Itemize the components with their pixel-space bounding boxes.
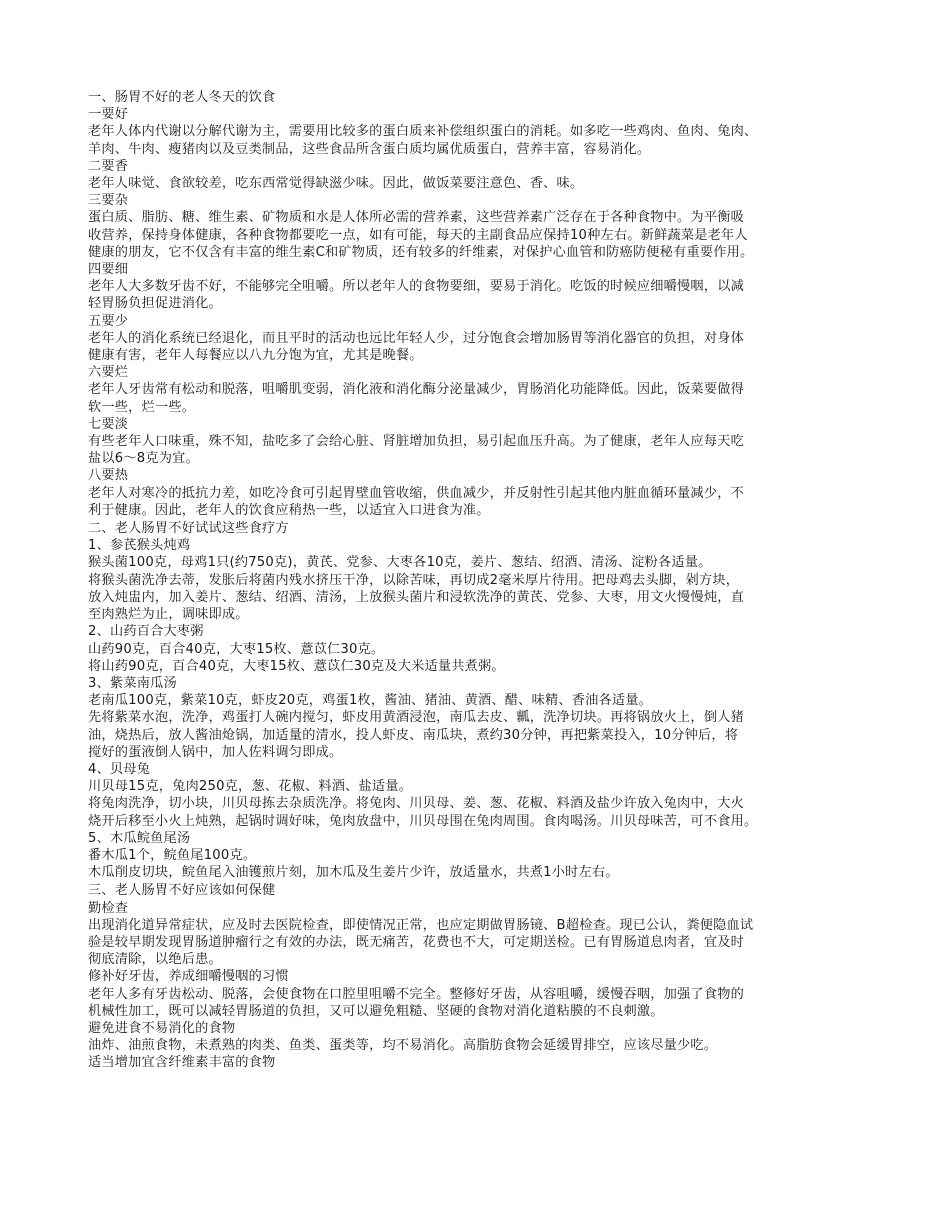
item-title: 勤检查 [88,900,129,916]
item-1-6 [88,364,863,416]
care-1 [88,900,863,969]
item-line: 老年人体内代谢以分解代谢为主，需要用比较多的蛋白质来补偿组织蛋白的消耗。如多吃一些鸡肉、鱼肉、兔肉、 [88,124,758,140]
recipe-5 [88,830,863,882]
item-line: 健康的朋友，它不仅含有丰富的维生素C和矿物质，还有较多的纤维素，对保护心血管和防癌防便秘有重要作用。 [88,244,754,260]
item-title: 一要好 [88,107,129,123]
item-line: 机械性加工，既可以减轻胃肠道的负担，又可以避免粗糙、坚硬的食物对消化道粘膜的不良刺激。 [88,1003,664,1019]
item-line: 番木瓜1个，鲩鱼尾100克。 [88,847,257,863]
item-line: 轻胃肠负担促进消化。 [88,296,222,312]
item-line: 猴头菌100克，母鸡1只(约750克)，黄芪、党参、大枣各10克，姜片、葱结、绍酒、清汤、淀粉各适量。 [88,555,712,571]
section-heading: 一、肠胃不好的老人冬天的饮食 [88,90,276,105]
item-title: 七要淡 [88,416,129,432]
item-line: 老年人对寒冷的抵抗力差，如吃冷食可引起胃壁血管收缩，供血减少，并反射性引起其他内脏血循环量减少，不 [88,485,744,501]
item-title: 1、参芪猴头炖鸡 [88,538,191,554]
item-1-8 [88,467,863,519]
item-line: 收营养，保持身体健康，各种食物都要吃一点，如有可能，每天的主副食品应保持10种左右。新鲜蔬菜是老年人 [88,227,748,243]
care-2 [88,968,863,1020]
item-line: 将山药90克，百合40克，大枣15枚、薏苡仁30克及大米适量共煮粥。 [88,658,505,674]
recipe-4 [88,761,863,830]
item-line: 油，烧热后，放人酱油炝锅，加适量的清水，投人虾皮、南瓜块，煮约30分钟，再把紫菜投入，10分钟后，将 [88,727,739,743]
recipe-1 [88,537,863,623]
item-line: 老年人味觉、食欲较差，吃东西常觉得缺滋少味。因此，做饭菜要注意色、香、味。 [88,176,584,192]
item-title: 适当增加宜含纤维素丰富的食物 [88,1055,276,1071]
item-line: 健康有害，老年人每餐应以八九分饱为宜，尤其是晚餐。 [88,348,423,364]
item-line: 先将紫菜水泡，洗净，鸡蛋打人碗内搅匀，虾皮用黄酒浸泡，南瓜去皮、瓤，洗净切块。再将锅放火上，倒人猪 [88,710,744,726]
item-line: 老年人的消化系统已经退化，而且平时的活动也远比年轻人少，过分饱食会增加肠胃等消化器官的负担，对身体 [88,330,744,346]
item-line: 烧开后移至小火上炖熟，起锅时调好味，兔肉放盘中，川贝母围在兔肉周围。食肉喝汤。川贝母味苦，可不食用。 [88,813,758,829]
item-line: 放入炖盅内，加入姜片、葱结、绍酒、清汤，上放猴头菌片和浸软洗净的黄芪、党参、大枣，用文火慢慢炖，直 [88,589,744,605]
item-title: 五要少 [88,313,129,329]
item-line: 油炸、油煎食物，未煮熟的肉类、鱼类、蛋类等，均不易消化。高脂肪食物会延缓胃排空，应该尽量少吃。 [88,1038,718,1054]
item-line: 利于健康。因此，老年人的饮食应稍热一些，以适宜入口进食为准。 [88,502,490,518]
item-title: 5、木瓜鲩鱼尾汤 [88,830,191,846]
item-line: 老年人多有牙齿松动、脱落，会使食物在口腔里咀嚼不完全。整修好牙齿，从容咀嚼，缓慢吞咽，加强了食物的 [88,986,744,1002]
item-1-5 [88,313,863,365]
item-line: 川贝母15克，兔肉250克，葱、花椒、料酒、盐适量。 [88,779,413,795]
item-line: 有些老年人口味重，殊不知，盐吃多了会给心脏、肾脏增加负担，易引起血压升高。为了健康，老年人应每天吃 [88,434,744,450]
care-3 [88,1020,863,1054]
section-heading: 二、老人肠胃不好试试这些食疗方 [88,521,289,537]
item-title: 四要细 [88,262,129,278]
item-title: 三要杂 [88,193,129,209]
item-1-2 [88,158,863,192]
item-title: 避免进食不易消化的食物 [88,1020,236,1036]
care-4 [88,1054,863,1071]
item-line: 彻底清除，以绝后患。 [88,952,222,968]
item-line: 老年人牙齿常有松动和脱落，咀嚼肌变弱，消化液和消化酶分泌量减少，胃肠消化功能降低。因此，饭菜要做得 [88,382,744,398]
item-line: 搅好的蛋液倒人锅中，加人佐料调匀即成。 [88,744,343,760]
item-title: 3、紫菜南瓜汤 [88,675,177,691]
item-title: 八要热 [88,468,129,484]
item-title: 4、贝母兔 [88,761,151,777]
item-line: 山药90克，百合40克，大枣15枚、薏苡仁30克。 [88,641,385,657]
item-1-1 [88,106,863,158]
item-title: 二要香 [88,158,129,174]
item-line: 老南瓜100克，紫菜10克，虾皮20克，鸡蛋1枚，酱油、猪油、黄酒、醋、味精、香油各适量。 [88,693,653,709]
item-1-3 [88,192,863,261]
item-line: 至肉熟烂为止，调味即成。 [88,607,249,623]
item-line: 羊肉、牛肉、瘦猪肉以及豆类制品，这些食品所含蛋白质均属优质蛋白，营养丰富，容易消化。 [88,141,651,157]
item-title: 修补好牙齿，养成细嚼慢咽的习惯 [88,969,289,985]
document-page [88,88,863,1072]
item-line: 软一些，烂一些。 [88,399,196,415]
section-heading: 三、老人肠胃不好应该如何保健 [88,883,276,899]
recipe-2 [88,623,863,675]
item-line: 蛋白质、脂肪、糖、维生素、矿物质和水是人体所必需的营养素，这些营养素广泛存在于各种食物中。为平衡吸 [88,210,744,226]
item-line: 木瓜削皮切块，鲩鱼尾入油镬煎片刻，加木瓜及生姜片少许，放适量水，共煮1小时左右。 [88,865,619,881]
item-line: 老年人大多数牙齿不好，不能够完全咀嚼。所以老年人的食物要细，要易于消化。吃饭的时候应细嚼慢咽，以减 [88,279,744,295]
item-line: 验是较早期发现胃肠道肿瘤行之有效的办法，既无痛苦，花费也不大，可定期送检。已有胃肠道息肉者，宜及时 [88,934,744,950]
item-line: 将兔肉洗净，切小块，川贝母拣去杂质洗净。将兔肉、川贝母、姜、葱、花椒、料酒及盐少许放入兔肉中，大火 [88,796,744,812]
item-title: 2、山药百合大枣粥 [88,624,204,640]
item-1-7 [88,416,863,468]
item-line: 盐以6～8克为宜。 [88,451,199,467]
item-1-4 [88,261,863,313]
item-title: 六要烂 [88,365,129,381]
item-line: 出现消化道异常症状，应及时去医院检查，即使情况正常，也应定期做胃肠镜、B超检查。现已公认，粪便隐血试 [88,917,754,933]
item-line: 将猴头菌洗净去蒂，发胀后将菌内残水挤压干净，以除苦味，再切成2毫米厚片待用。把母鸡去头脚，剁方块， [88,572,740,588]
recipe-3 [88,675,863,761]
